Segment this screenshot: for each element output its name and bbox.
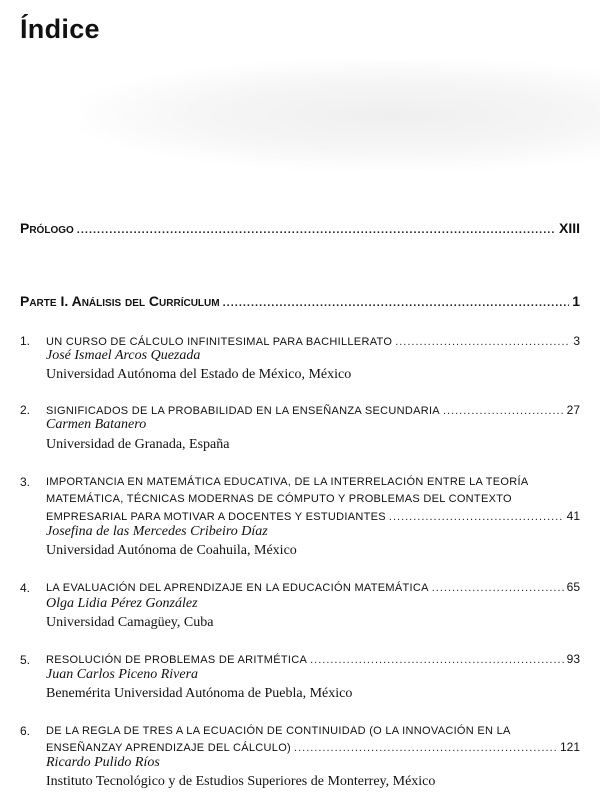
toc-parte-1[interactable] bbox=[20, 293, 580, 309]
entry-title-line bbox=[46, 580, 580, 594]
entry-page: 93 bbox=[566, 652, 580, 666]
leader-dots bbox=[77, 224, 556, 236]
entry-institution: Universidad Autónoma de Coahuila, México bbox=[46, 543, 297, 558]
entry-author: Olga Lidia Pérez González bbox=[46, 596, 198, 611]
entry-number: 1. bbox=[20, 334, 31, 348]
entry-number: 3. bbox=[20, 475, 31, 489]
entry-page: 65 bbox=[566, 580, 580, 594]
entry-author: Juan Carlos Piceno Rivera bbox=[46, 667, 199, 682]
entry-title: DE LA REGLA DE TRES A LA ECUACIÓN DE CONTINUIDAD (O LA INNOVACIÓN EN LA bbox=[46, 725, 511, 737]
entry-institution: Universidad Autónoma del Estado de México, México bbox=[46, 367, 352, 382]
entry-title-line bbox=[46, 334, 580, 348]
entry-author: Josefina de las Mercedes Cribeiro Díaz bbox=[46, 524, 268, 539]
leader-dots bbox=[443, 405, 564, 417]
toc-prologo[interactable] bbox=[20, 220, 580, 236]
entry-page: 3 bbox=[573, 334, 580, 348]
prologo-label: Prólogo bbox=[20, 220, 74, 236]
entry-page: 121 bbox=[559, 740, 580, 754]
entry-number: 5. bbox=[20, 653, 31, 667]
entry-number: 6. bbox=[20, 724, 31, 738]
leader-dots bbox=[389, 511, 564, 523]
entry-institution: Universidad de Granada, España bbox=[46, 437, 230, 452]
entry-institution: Benemérita Universidad Autónoma de Puebla, México bbox=[46, 686, 353, 701]
entry-title-line bbox=[46, 740, 580, 754]
entry-title-line bbox=[46, 403, 580, 417]
scan-smudge bbox=[80, 60, 600, 170]
leader-dots bbox=[310, 654, 564, 666]
entry-title-line bbox=[46, 652, 580, 666]
entry-page: 41 bbox=[566, 509, 580, 523]
entry-title: EMPRESARIAL PARA MOTIVAR A DOCENTES Y ESTUDIANTES bbox=[46, 511, 386, 523]
entry-title: SIGNIFICADOS DE LA PROBABILIDAD EN LA ENSEÑANZA SECUNDARIA bbox=[46, 405, 440, 417]
entry-title: LA EVALUACIÓN DEL APRENDIZAJE EN LA EDUCACIÓN MATEMÁTICA bbox=[46, 582, 429, 594]
page-title: Índice bbox=[20, 14, 100, 44]
prologo-page: XIII bbox=[558, 220, 580, 236]
entry-title: MATEMÁTICA, TÉCNICAS MODERNAS DE CÓMPUTO Y PROBLEMAS DEL CONTEXTO bbox=[46, 493, 512, 505]
parte1-label: Parte I. Análisis del Currículum bbox=[20, 293, 220, 309]
entry-title: RESOLUCIÓN DE PROBLEMAS DE ARITMÉTICA bbox=[46, 654, 308, 666]
entry-author: Ricardo Pulido Ríos bbox=[46, 755, 160, 770]
entry-number: 2. bbox=[20, 403, 31, 417]
entry-page: 27 bbox=[566, 403, 580, 417]
entry-title-line bbox=[46, 509, 580, 523]
entry-title: UN CURSO DE CÁLCULO INFINITESIMAL PARA BACHILLERATO bbox=[46, 336, 393, 348]
entry-author: Carmen Batanero bbox=[46, 417, 147, 432]
entry-title: IMPORTANCIA EN MATEMÁTICA EDUCATIVA, DE LA INTERRELACIÓN ENTRE LA TEORÍA bbox=[46, 476, 529, 488]
entry-author: José Ismael Arcos Quezada bbox=[46, 348, 201, 363]
entry-institution: Universidad Camagüey, Cuba bbox=[46, 615, 214, 630]
leader-dots bbox=[223, 297, 570, 309]
parte1-page: 1 bbox=[572, 293, 580, 309]
leader-dots bbox=[395, 336, 570, 348]
entry-number: 4. bbox=[20, 581, 31, 595]
leader-dots bbox=[432, 582, 564, 594]
entry-title: ENSEÑANZAY APRENDIZAJE DEL CÁLCULO) bbox=[46, 742, 292, 754]
entry-institution: Instituto Tecnológico y de Estudios Superiores de Monterrey, México bbox=[46, 774, 436, 789]
leader-dots bbox=[294, 742, 557, 754]
